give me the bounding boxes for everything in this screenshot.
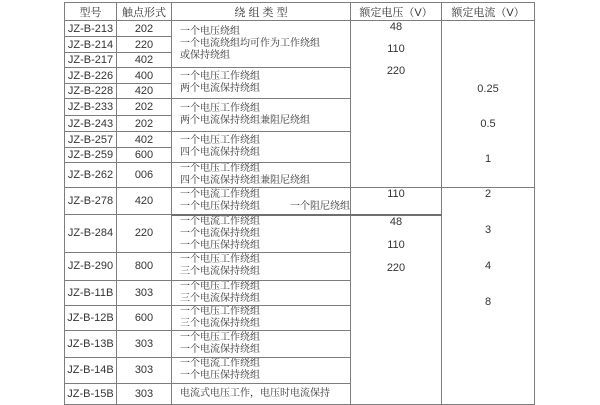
winding-line: 电流式电压工作，电压时电流保持 [180, 387, 330, 399]
contact-form-cell: 402 [117, 132, 172, 148]
winding-line: 三个电流保持绕组 [180, 292, 260, 304]
winding-type-cell [172, 383, 351, 404]
current-value: 0.25 [477, 83, 499, 95]
current-value: 3 [484, 224, 492, 236]
relay-spec-table [64, 2, 535, 405]
model-cell: JZ-B-13B [65, 330, 117, 357]
contact-form-cell: 400 [117, 68, 172, 84]
winding-line: 三个电流保持绕组 [180, 317, 260, 329]
winding-line: 一个电流工作绕组 [180, 188, 260, 200]
winding-line: 一个电压工作绕组 [180, 103, 260, 114]
table-row [65, 188, 535, 215]
contact-form-cell: 220 [117, 215, 172, 253]
contact-form-cell: 303 [117, 357, 172, 383]
current-value: 0.5 [480, 118, 496, 130]
winding-type-cell [172, 305, 351, 330]
header-row [65, 3, 535, 21]
current-value: 4 [484, 260, 492, 272]
winding-line: 一个电压工作绕组 [180, 305, 260, 317]
winding-type-cell [172, 280, 351, 305]
winding-type-cell [172, 252, 351, 280]
model-cell: JZ-B-213 [65, 21, 117, 37]
voltage-value: 110 [387, 188, 405, 200]
voltage-value: 110 [387, 238, 405, 251]
rated-voltage-cell [351, 21, 442, 188]
winding-line: 一个电压工作绕组 [180, 71, 260, 82]
model-cell: JZ-B-259 [65, 148, 117, 163]
winding-line: 一个电压保持绕组 [180, 239, 260, 251]
contact-form-cell: 202 [117, 116, 172, 132]
winding-line: 一个电流工作绕组 [180, 358, 260, 369]
contact-form-cell: 420 [117, 84, 172, 99]
voltage-value: 220 [386, 261, 406, 274]
contact-form-cell: 303 [117, 383, 172, 404]
voltage-value: 110 [387, 43, 405, 55]
contact-form-cell: 202 [117, 99, 172, 116]
current-value: 2 [484, 188, 492, 200]
rated-voltage-cell [351, 215, 442, 405]
winding-type-cell [172, 357, 351, 383]
winding-line: 四个电流保持绕组兼阻尼绕组 [180, 175, 310, 186]
winding-line: 一个电压工作绕组 [180, 163, 260, 174]
contact-form-cell: 303 [117, 280, 172, 305]
relay-spec-table-wrap [64, 2, 535, 405]
model-cell: JZ-B-226 [65, 68, 117, 84]
voltage-value: 48 [389, 21, 403, 33]
model-cell: JZ-B-278 [65, 188, 117, 215]
winding-type-cell [172, 163, 351, 188]
model-cell: JZ-B-243 [65, 116, 117, 132]
contact-form-cell: 800 [117, 252, 172, 280]
winding-line: 两个电流保持绕组 [180, 83, 260, 94]
winding-type-cell [172, 99, 351, 132]
winding-line: 一个电压保持绕组 [180, 370, 260, 381]
voltage-value: 48 [389, 215, 403, 228]
contact-form-cell: 006 [117, 163, 172, 188]
contact-form-cell: 303 [117, 330, 172, 357]
contact-form-cell: 600 [117, 148, 172, 163]
winding-type-cell [172, 132, 351, 163]
winding-line: 一个电压工作绕组 [180, 280, 260, 292]
model-cell: JZ-B-217 [65, 53, 117, 68]
winding-line: 一个电压工作绕组 [180, 331, 260, 343]
rated-current-cell [442, 188, 535, 405]
model-cell: JZ-B-262 [65, 163, 117, 188]
model-cell: JZ-B-284 [65, 215, 117, 253]
winding-line: 一个电流保持绕组 [180, 343, 260, 355]
winding-line: 一个电压工作绕组 [180, 135, 260, 146]
winding-line: 一个电流工作绕组 [180, 215, 260, 227]
contact-form-cell: 402 [117, 53, 172, 68]
winding-line: 一个电压绕组 [180, 26, 240, 37]
rated-current-cell [442, 21, 535, 188]
model-cell: JZ-B-15B [65, 383, 117, 404]
col-header-model: 型号 [65, 3, 117, 21]
winding-line: 三个电流保持绕组 [180, 266, 260, 277]
winding-type-cell [172, 21, 351, 68]
current-value: 8 [484, 296, 492, 308]
winding-type-cell [172, 215, 351, 253]
winding-line: 一个电流保持绕组 [180, 227, 260, 239]
model-cell: JZ-B-214 [65, 37, 117, 53]
contact-form-cell: 600 [117, 305, 172, 330]
rated-voltage-cell [351, 188, 442, 215]
model-cell: JZ-B-14B [65, 357, 117, 383]
model-cell: JZ-B-290 [65, 252, 117, 280]
winding-type-cell [172, 68, 351, 99]
winding-line: 一个电压保持绕组 一个阻尼绕组 [180, 200, 350, 212]
model-cell: JZ-B-12B [65, 305, 117, 330]
col-header-rated-voltage: 额定电压（V） [351, 3, 442, 21]
table-row [65, 21, 535, 37]
model-cell: JZ-B-257 [65, 132, 117, 148]
winding-line: 两个电流保持绕组兼阻尼绕组 [180, 115, 310, 126]
model-cell: JZ-B-11B [65, 280, 117, 305]
winding-line: 一个电流绕组均可作为工作绕组 [180, 38, 320, 49]
winding-line: 或保持绕组 [180, 50, 230, 61]
winding-line: 四个电流保持绕组 [180, 147, 260, 158]
contact-form-cell: 202 [117, 21, 172, 37]
voltage-value: 220 [386, 65, 406, 77]
model-cell: JZ-B-233 [65, 99, 117, 116]
col-header-contact-form: 触点形式 [117, 3, 172, 21]
model-cell: JZ-B-228 [65, 84, 117, 99]
winding-line: 一个电压工作绕组 [180, 254, 260, 265]
winding-type-cell [172, 330, 351, 357]
col-header-rated-current: 额定电流（V） [442, 3, 535, 21]
current-value: 1 [484, 153, 492, 165]
contact-form-cell: 220 [117, 37, 172, 53]
contact-form-cell: 420 [117, 188, 172, 215]
col-header-winding-type: 绕 组 类 型 [172, 3, 351, 21]
winding-type-cell [172, 188, 351, 215]
